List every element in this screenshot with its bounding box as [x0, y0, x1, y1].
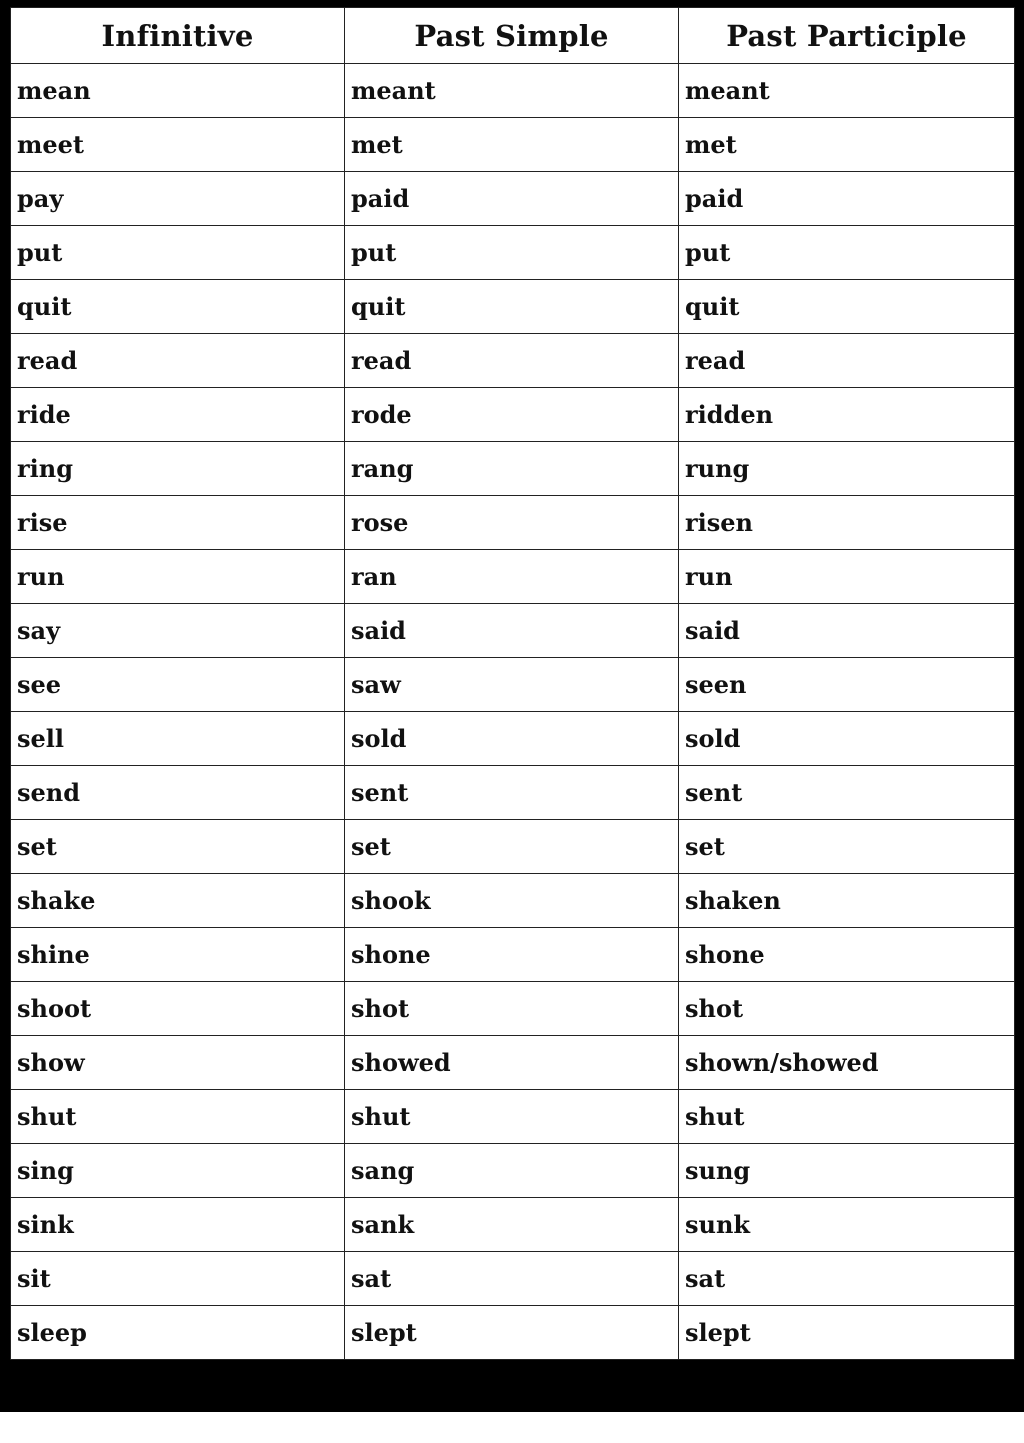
- table-row: [11, 280, 1015, 334]
- table-row: [11, 1090, 1015, 1144]
- cell-infinitive: see: [11, 658, 345, 712]
- cell-infinitive: sit: [11, 1252, 345, 1306]
- table-row: [11, 874, 1015, 928]
- cell-infinitive: shut: [11, 1090, 345, 1144]
- cell-infinitive: run: [11, 550, 345, 604]
- cell-past-participle: rung: [679, 442, 1015, 496]
- cell-past-simple: quit: [345, 280, 679, 334]
- cell-infinitive: set: [11, 820, 345, 874]
- cell-past-participle: said: [679, 604, 1015, 658]
- cell-past-participle: shaken: [679, 874, 1015, 928]
- cell-infinitive: put: [11, 226, 345, 280]
- cell-past-simple: rose: [345, 496, 679, 550]
- cell-past-participle: run: [679, 550, 1015, 604]
- table-row: [11, 766, 1015, 820]
- cell-past-simple: sold: [345, 712, 679, 766]
- cell-past-simple: ran: [345, 550, 679, 604]
- table-row: [11, 982, 1015, 1036]
- table-row: [11, 658, 1015, 712]
- cell-infinitive: quit: [11, 280, 345, 334]
- table-row: [11, 442, 1015, 496]
- cell-infinitive: sink: [11, 1198, 345, 1252]
- cell-past-simple: put: [345, 226, 679, 280]
- cell-infinitive: sing: [11, 1144, 345, 1198]
- table-row: [11, 226, 1015, 280]
- table-row: [11, 118, 1015, 172]
- cell-past-participle: shown/showed: [679, 1036, 1015, 1090]
- cell-past-simple: showed: [345, 1036, 679, 1090]
- cell-infinitive: sleep: [11, 1306, 345, 1360]
- cell-infinitive: ride: [11, 388, 345, 442]
- cell-infinitive: show: [11, 1036, 345, 1090]
- cell-past-simple: read: [345, 334, 679, 388]
- cell-past-participle: sent: [679, 766, 1015, 820]
- cell-past-simple: rang: [345, 442, 679, 496]
- cell-past-simple: shot: [345, 982, 679, 1036]
- table-row: [11, 712, 1015, 766]
- cell-past-participle: sat: [679, 1252, 1015, 1306]
- cell-past-participle: read: [679, 334, 1015, 388]
- table-row: [11, 550, 1015, 604]
- table-row: [11, 820, 1015, 874]
- header-past-participle: Past Participle: [679, 8, 1015, 64]
- cell-past-simple: shut: [345, 1090, 679, 1144]
- table-row: [11, 1144, 1015, 1198]
- header-infinitive: Infinitive: [11, 8, 345, 64]
- cell-past-participle: slept: [679, 1306, 1015, 1360]
- cell-past-participle: set: [679, 820, 1015, 874]
- cell-past-participle: quit: [679, 280, 1015, 334]
- table-row: [11, 334, 1015, 388]
- cell-past-participle: paid: [679, 172, 1015, 226]
- cell-infinitive: shine: [11, 928, 345, 982]
- cell-past-participle: shone: [679, 928, 1015, 982]
- table-row: [11, 928, 1015, 982]
- table-row: [11, 1252, 1015, 1306]
- cell-past-simple: sat: [345, 1252, 679, 1306]
- cell-infinitive: send: [11, 766, 345, 820]
- cell-past-simple: saw: [345, 658, 679, 712]
- cell-infinitive: pay: [11, 172, 345, 226]
- cell-infinitive: shoot: [11, 982, 345, 1036]
- cell-past-participle: sung: [679, 1144, 1015, 1198]
- table-row: [11, 388, 1015, 442]
- cell-infinitive: shake: [11, 874, 345, 928]
- table-row: [11, 496, 1015, 550]
- cell-infinitive: mean: [11, 64, 345, 118]
- cell-past-simple: set: [345, 820, 679, 874]
- cell-past-simple: meant: [345, 64, 679, 118]
- table-row: [11, 172, 1015, 226]
- cell-infinitive: say: [11, 604, 345, 658]
- table-row: [11, 1306, 1015, 1360]
- cell-infinitive: rise: [11, 496, 345, 550]
- cell-past-participle: shot: [679, 982, 1015, 1036]
- cell-past-simple: slept: [345, 1306, 679, 1360]
- cell-infinitive: ring: [11, 442, 345, 496]
- cell-past-simple: sang: [345, 1144, 679, 1198]
- cell-past-simple: sent: [345, 766, 679, 820]
- cell-past-simple: met: [345, 118, 679, 172]
- cell-past-simple: said: [345, 604, 679, 658]
- irregular-verbs-table: [10, 7, 1015, 1360]
- table-row: [11, 1036, 1015, 1090]
- cell-past-participle: met: [679, 118, 1015, 172]
- cell-past-simple: rode: [345, 388, 679, 442]
- cell-past-simple: paid: [345, 172, 679, 226]
- cell-past-simple: shook: [345, 874, 679, 928]
- cell-past-simple: shone: [345, 928, 679, 982]
- table-row: [11, 64, 1015, 118]
- cell-past-simple: sank: [345, 1198, 679, 1252]
- cell-infinitive: meet: [11, 118, 345, 172]
- cell-past-participle: sold: [679, 712, 1015, 766]
- cell-infinitive: sell: [11, 712, 345, 766]
- header-row: [11, 8, 1015, 64]
- cell-past-participle: risen: [679, 496, 1015, 550]
- cell-past-participle: seen: [679, 658, 1015, 712]
- header-past-simple: Past Simple: [345, 8, 679, 64]
- cell-past-participle: ridden: [679, 388, 1015, 442]
- cell-infinitive: read: [11, 334, 345, 388]
- cell-past-participle: shut: [679, 1090, 1015, 1144]
- table-row: [11, 604, 1015, 658]
- cell-past-participle: meant: [679, 64, 1015, 118]
- cell-past-participle: put: [679, 226, 1015, 280]
- table-row: [11, 1198, 1015, 1252]
- table-body: [11, 64, 1015, 1360]
- cell-past-participle: sunk: [679, 1198, 1015, 1252]
